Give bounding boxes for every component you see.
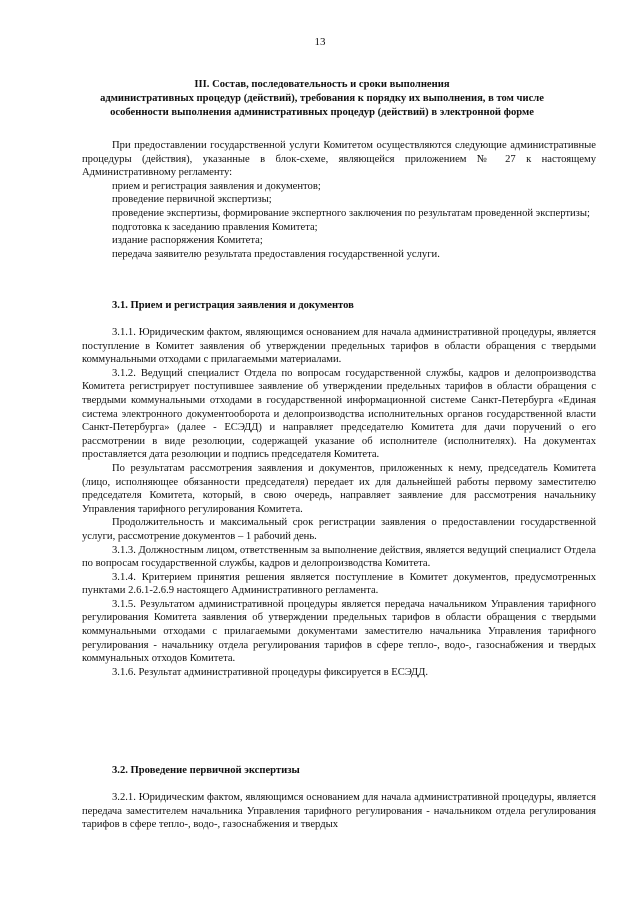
procedure-item: прием и регистрация заявления и документов; xyxy=(112,180,321,192)
chapter-heading xyxy=(82,78,562,121)
section-3-2-title: 3.2. Проведение первичной экспертизы xyxy=(112,765,300,776)
chapter-heading-line: административных процедур (действий), требования к порядку их выполнения, в том числе xyxy=(100,93,544,105)
paragraph-duration: Продолжительность и максимальный срок регистрации заявления о предоставлении государственной услуги, рассмотрение документов – 1 рабочий день. xyxy=(82,517,596,542)
page-number: 13 xyxy=(314,36,326,48)
section-3-2-body xyxy=(82,791,596,832)
paragraph-3-1-5: 3.1.5. Результатом административной процедуры является передача начальником Управления тарифного регулирования Комитета заявления об утверждении предельных тарифов в области обращения с твердыми коммунальными отходами с прилагаемыми документами заместителю начальника Управления тарифного регулирования - начальнику отдела регулирования тарифов в сфере тепло-, водо-, газоснабжения и твердых коммунальных отходов Комитета. xyxy=(82,598,596,665)
section-3-1-body xyxy=(82,326,596,679)
procedure-item: издание распоряжения Комитета; xyxy=(112,235,263,247)
paragraph-3-2-1: 3.2.1. Юридическим фактом, являющимся основанием для начала административной процедуры, является передача заместителем начальника Управления тарифного регулирования - начальником отдела регулирования тарифов в сфере тепло-, водо-, газоснабжения и твердых xyxy=(82,792,596,831)
chapter-heading-line: особенности выполнения административных процедур (действий) в электронной форме xyxy=(110,107,534,119)
procedure-item: подготовка к заседанию правления Комитета; xyxy=(112,221,318,233)
procedure-item: проведение экспертизы, формирование экспертного заключения по результатам проведенной экспертизы; xyxy=(112,207,590,219)
intro-block xyxy=(82,139,596,261)
paragraph-3-1-3: 3.1.3. Должностным лицом, ответственным за выполнение действия, является ведущий специалист Отдела по вопросам государственной службы, кадров и делопроизводства Комитета. xyxy=(82,544,596,570)
section-3-1-title: 3.1. Прием и регистрация заявления и документов xyxy=(112,300,354,311)
paragraph-3-1-2: 3.1.2. Ведущий специалист Отдела по вопросам государственной службы, кадров и делопроизводства Комитета регистрирует поступившее заявление об утверждении предельных тарифов в области обращения с твердыми коммунальными отходами в государственной информационной системе Санкт-Петербурга «Единая система электронного документооборота и делопроизводства исполнительных органов государственной власти Санкт-Петербурга» (далее - ЕСЭДД) и направляет председателю Комитета для дачи поручений о его рассмотрении в виде резолюции, содержащей указание об исполнителе (исполнителях). На документах проставляется дата резолюции и подпись председателя Комитета. xyxy=(82,367,596,461)
paragraph-3-1-1: 3.1.1. Юридическим фактом, являющимся основанием для начала административной процедуры, является поступление в Комитет заявления об утверждении предельных тарифов в области обращения с твердыми коммунальными отходами с прилагаемыми материалами. xyxy=(82,327,596,366)
procedure-item: проведение первичной экспертизы; xyxy=(112,194,272,206)
paragraph-3-1-4: 3.1.4. Критерием принятия решения является поступление в Комитет документов, предусмотренных пунктами 2.6.1-2.6.9 настоящего Административного регламента. xyxy=(82,571,596,597)
paragraph-review: По результатам рассмотрения заявления и документов, приложенных к нему, председатель Комитета (лицо, исполняющее обязанности председателя) передает их для дальнейшей работы первому заместителю председателя Комитета, который, в свою очередь, направляет заявление для рассмотрения начальнику Управления тарифного регулирования Комитета. xyxy=(82,462,596,515)
chapter-heading-line: III. Состав, последовательность и сроки выполнения xyxy=(194,79,450,90)
paragraph-3-1-6: 3.1.6. Результат административной процедуры фиксируется в ЕСЭДД. xyxy=(112,666,429,678)
procedure-item: передача заявителю результата предоставления государственной услуги. xyxy=(112,248,440,260)
intro-paragraph: При предоставлении государственной услуги Комитетом осуществляются следующие административные процедуры (действия), указанные в блок-схеме, являющейся приложением № 27 к настоящему Административному регламенту: xyxy=(82,140,596,179)
